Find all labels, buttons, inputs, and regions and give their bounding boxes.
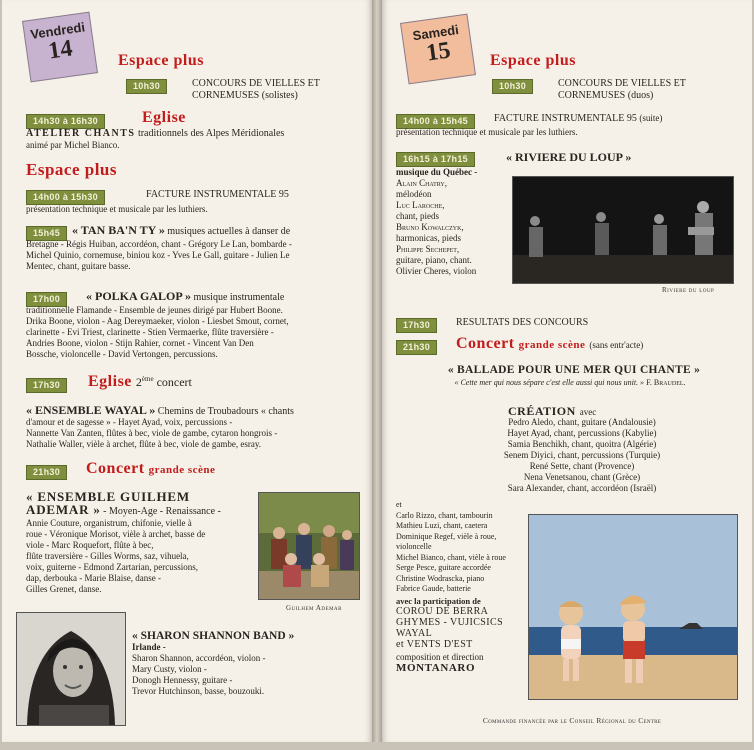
day-number: 14 (46, 35, 75, 65)
participant: GHYMES - VUJICSICS (396, 617, 504, 628)
day-badge-saturday (400, 14, 476, 85)
event-line: mélodéon (396, 189, 432, 199)
event-line: Serge Pesce, guitare accordée (396, 563, 491, 572)
right-page (382, 0, 752, 742)
event-title: CONCOURS DE VIELLES ET CORNEMUSES (solistes) (192, 78, 320, 101)
venue-subheading: grande scène (148, 464, 216, 476)
event-line: Drika Boone, violon - Aag Dereymaeker, violon - Liesbet Smout, cornet, (26, 316, 289, 326)
event-line: Bretagne - Régis Huiban, accordéon, chant - Grégory Le Lan, bombarde - (26, 239, 292, 249)
cast-line: Senem Diyici, chant, percussions (Turquie) (503, 450, 661, 460)
event-details (26, 239, 371, 272)
group-photo-image (259, 493, 359, 599)
event-title: « BALLADE POUR UNE MER QUI CHANTE » (447, 364, 701, 376)
cast-list (442, 417, 722, 494)
event-line: chant, pieds (396, 211, 439, 221)
event-title: ADEMAR » (26, 502, 101, 517)
event-line: d'amour et de sagesse » - Hayet Ayad, voix, percussions - (26, 417, 233, 427)
event-suffix: (suite) (639, 113, 663, 123)
event-subtitle: traditionnels des Alpes Méridionales (137, 128, 285, 139)
event-line: musiques actuelles à danser de (167, 226, 291, 237)
photo-guilhem-ademar (258, 492, 360, 600)
event-line: harmonicas, pieds (396, 233, 461, 243)
event-details (132, 642, 372, 697)
event-line: Michel Quinio, cornemuse, biniou koz - Yves Le Gall, guitare - Julien Le (26, 250, 290, 260)
event-line: guitare, piano, chant. (396, 255, 472, 265)
event-line: Mary Custy, violon - (132, 664, 207, 674)
event-block (72, 224, 370, 238)
concert-ordinal (136, 375, 192, 389)
photo-riviere-du-loup (512, 176, 734, 284)
venue-heading: Espace plus (26, 160, 117, 179)
participant: et VENTS D'EST (396, 639, 473, 650)
event-line: viole - Marc Roquefort, flûte à bec, (26, 540, 154, 550)
time-tag: 21h30 (26, 465, 67, 480)
event-line: Sharon Shannon, accordéon, violon - (132, 653, 266, 663)
event-line: Trevor Hutchinson, basse, bouzouki. (132, 686, 265, 696)
cast-line: Samia Benchikh, chant, quoitra (Algérie) (507, 439, 657, 449)
cast-line: Pedro Aledo, chant, guitare (Andalousie) (508, 417, 656, 427)
quote-text: « Cette mer qui nous sépare c'est elle aussi qui nous unit. » (454, 378, 645, 387)
photo-sharon-shannon (16, 612, 126, 726)
photo-caption: Guilhem Ademar (286, 604, 342, 612)
cast-line: Nena Venetsanou, chant (Grèce) (523, 472, 641, 482)
event-line: flûte traversière - Gilles Worms, saz, vihuela, (26, 551, 189, 561)
creation-with: avec (579, 407, 597, 417)
time-tag: 10h30 (126, 79, 167, 94)
event-line: Alain Chatry, (396, 178, 448, 188)
event-line: Olivier Cheres, violon (396, 266, 477, 276)
time-tag: 14h00 à 15h30 (26, 190, 105, 205)
event-quote (392, 378, 748, 387)
time-tag: 15h45 (26, 226, 67, 241)
venue-heading: Eglise (142, 109, 186, 126)
venue-heading: Eglise (88, 373, 132, 390)
event-line: violoncelle (396, 542, 432, 551)
event-line: musique instrumentale (193, 292, 285, 303)
director-name: MONTANARO (396, 662, 476, 674)
venue-line (88, 373, 192, 391)
event-line: Mentec, chant, guitare basse. (26, 261, 131, 271)
event-title: « SHARON SHANNON BAND » (132, 630, 295, 642)
event-details (26, 518, 256, 595)
ordinal-suffix: ème (141, 375, 154, 383)
event-title: RESULTATS DES CONCOURS (456, 317, 589, 328)
event-line: Donogh Hennessy, guitare - (132, 675, 233, 685)
left-page (2, 0, 372, 742)
event-block (26, 404, 371, 418)
day-name: Vendredi (29, 19, 86, 42)
day-name: Samedi (411, 22, 460, 44)
venue-heading: Concert (86, 460, 145, 477)
event-line: dap, derbouka - Marie Blaise, danse - (26, 573, 161, 583)
time-tag: 16h15 à 17h15 (396, 152, 475, 167)
photo-caption: Riviere du loup (662, 286, 715, 294)
participant: WAYAL (396, 628, 433, 639)
painting-children-beach (528, 514, 738, 700)
event-block (132, 630, 372, 697)
event-title: « TAN BA'N TY » (72, 223, 165, 237)
venue-heading: Concert (456, 335, 515, 352)
time-tag: 10h30 (492, 79, 533, 94)
event-block (86, 290, 371, 304)
event-title: FACTURE INSTRUMENTALE 95 (146, 189, 289, 200)
event-line: Michel Bianco, chant, vièle à roue (396, 552, 506, 562)
time-tag: 14h30 à 16h30 (26, 114, 105, 129)
event-line: Nannette Van Zanten, flûtes à bec, viole de gambe, cytaron hongrois - (26, 428, 278, 438)
event-line: Carlo Rizzo, chant, tambourin (396, 510, 493, 520)
concert-note: (sans entr'acte) (589, 340, 644, 350)
cast-line: Hayet Ayad, chant, percussions (Kabylie) (507, 428, 657, 438)
event-title: FACTURE INSTRUMENTALE 95 (494, 113, 637, 124)
musicians-list (396, 500, 514, 595)
ordinal-number: 2 (135, 375, 142, 389)
creation-word: CRÉATION (508, 404, 576, 418)
day-badge-friday (22, 12, 98, 83)
time-tag: 17h00 (26, 292, 67, 307)
venue-line (86, 460, 215, 478)
event-line: Annie Couture, organistrum, chifonie, vielle à (26, 518, 192, 528)
event-subtitle: - Moyen-Age - Renaissance - (100, 506, 221, 517)
day-number: 15 (424, 37, 453, 67)
participation-label: avec la participation de (396, 596, 481, 606)
event-line: musique du Québec - (396, 167, 478, 177)
participant: COROU DE BERRA (396, 606, 489, 617)
time-tag: 21h30 (396, 340, 437, 355)
event-line: Andries Boone, violon - Stijn Rahier, cornet - Vincent Van Den (26, 338, 254, 348)
portrait-image (17, 613, 125, 725)
event-details (26, 417, 371, 450)
event-description: présentation technique et musicale par les luthiers. (396, 127, 578, 137)
concert-word: concert (153, 375, 192, 389)
event-credits: animé par Michel Bianco. (26, 140, 120, 150)
quote-author: F. Braudel. (646, 378, 686, 387)
event-country: Irlande - (132, 642, 166, 652)
event-title: « POLKA GALOP » (86, 289, 192, 303)
event-title: « ENSEMBLE GUILHEM (26, 489, 190, 504)
time-tag: 14h00 à 15h45 (396, 114, 475, 129)
event-line: voix, guiterne - Edmond Zartarian, percussions, (26, 562, 198, 572)
event-title: CONCOURS DE VIELLES ET CORNEMUSES (duos) (558, 78, 686, 101)
event-line: traditionnelle Flamande - Ensemble de jeunes dirigé par Hubert Boone. (26, 305, 283, 315)
event-line: Mathieu Luzi, chant, caetera (396, 521, 488, 530)
event-title-line (494, 113, 662, 125)
event-line: Nathalie Waller, vièle à archet, flûte à bec, viole de gambe, esray. (26, 439, 262, 449)
venue-heading: Espace plus (490, 52, 576, 69)
event-line: clarinette - Evi Triest, clarinette - Stien Vermaerke, flûte traversière - (26, 327, 274, 337)
venue-line (456, 335, 751, 353)
event-line: Chemins de Troubadours « chants (157, 406, 294, 417)
event-details (396, 167, 514, 277)
time-tag: 17h30 (26, 378, 67, 393)
event-line: Gilles Grenet, danse. (26, 584, 102, 594)
footer-credit: Commande financée par le Conseil Régional du Centre (482, 716, 662, 725)
venue-heading: Espace plus (118, 52, 204, 69)
event-title: ATELIER CHANTS (26, 128, 136, 139)
event-description (26, 128, 371, 152)
event-line: Fabrice Gaude, batterie (396, 584, 471, 593)
cast-line: Sara Alexander, chant, accordéon (Israël) (507, 483, 657, 493)
cast-line: René Sette, chant (Provence) (529, 461, 635, 471)
event-block (26, 490, 256, 595)
stage-photo-image (513, 177, 733, 283)
event-line: Bossche, violoncelle - David Vertongen, percussions. (26, 349, 218, 359)
event-title: « ENSEMBLE WAYAL » (26, 403, 156, 417)
musicians-et: et (396, 500, 402, 509)
center-fold (372, 0, 382, 742)
event-description: présentation technique et musicale par les luthiers. (26, 204, 208, 214)
event-line: roue - Véronique Morisot, vièle à archet, basse de (26, 529, 206, 539)
event-line: Bruno Kowalczyk, (396, 222, 464, 232)
event-line: Luc Laroche, (396, 200, 445, 210)
event-line: Christine Wodrascka, piano (396, 573, 485, 583)
event-line: Philippe Sechepet, (396, 244, 460, 254)
event-details (26, 305, 371, 360)
composition-label: composition et direction (396, 652, 484, 662)
beach-painting-image (529, 515, 737, 699)
venue-subheading: grande scène (518, 339, 586, 351)
time-tag: 17h30 (396, 318, 437, 333)
participation-block (396, 596, 536, 674)
event-title: « RIVIERE DU LOUP » (506, 150, 632, 164)
event-line: Dominique Regef, vièle à roue, (396, 531, 497, 541)
